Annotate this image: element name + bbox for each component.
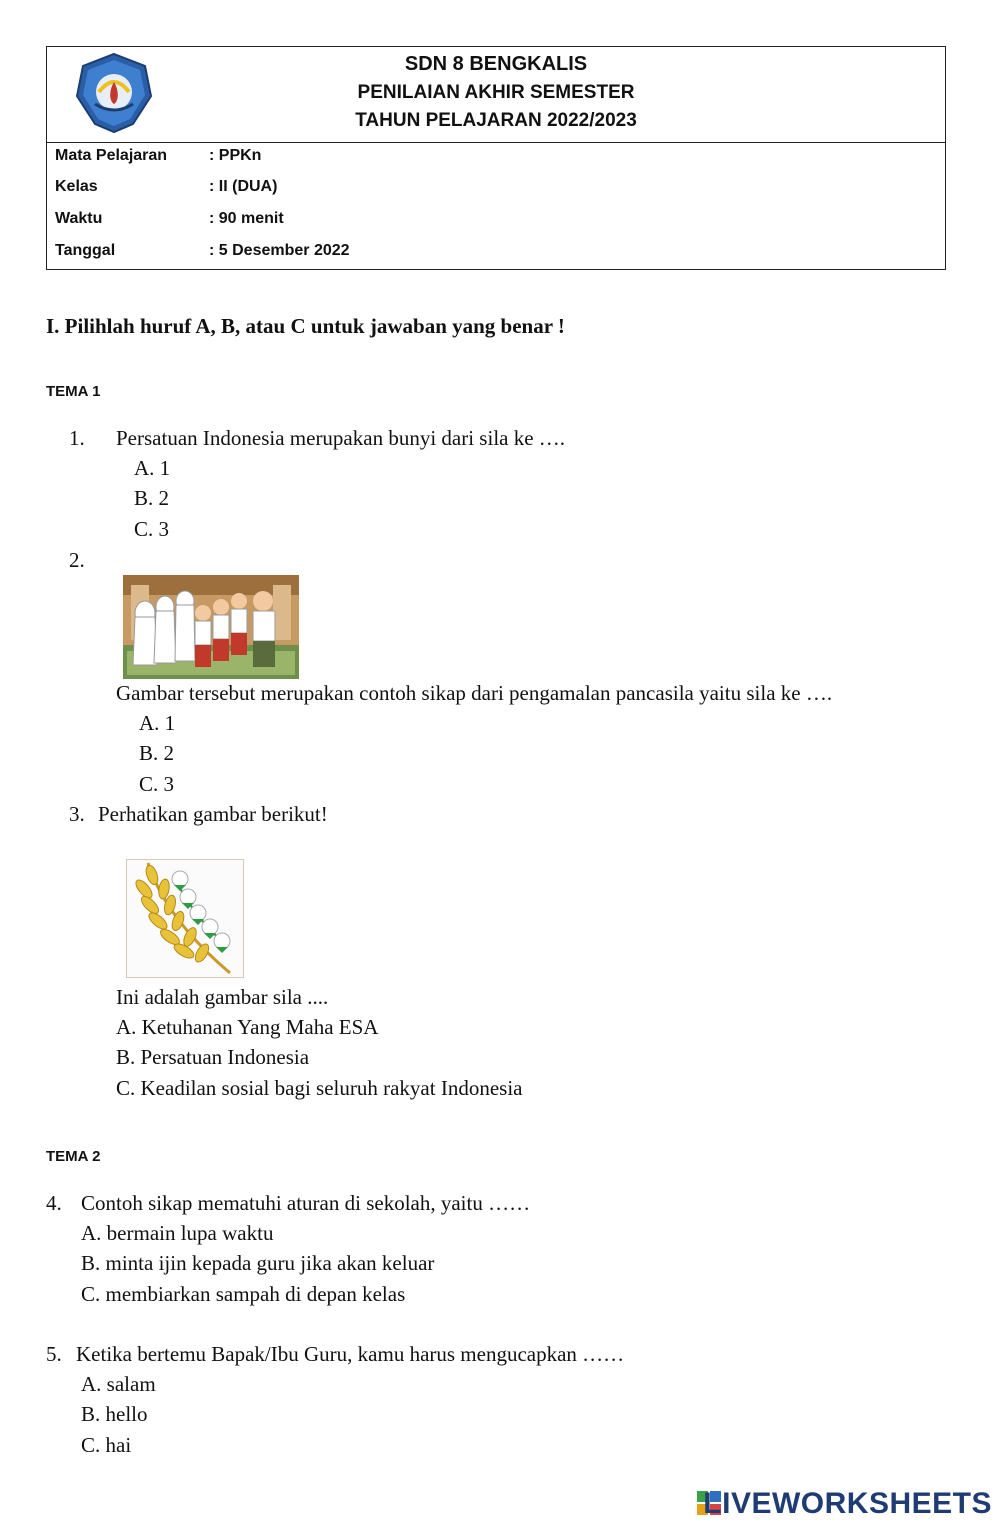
info-label-time: Waktu: [55, 210, 103, 227]
section-instruction: I. Pilihlah huruf A, B, atau C untuk jawaban yang benar !: [46, 314, 565, 338]
exam-title: PENILAIAN AKHIR SEMESTER: [357, 82, 635, 103]
question-2-option-b[interactable]: B. 2: [139, 741, 175, 765]
question-1-text: Persatuan Indonesia merupakan bunyi dari sila ke ….: [116, 426, 566, 450]
question-2-option-a[interactable]: A. 1: [139, 711, 176, 735]
question-5-option-a[interactable]: A. salam: [81, 1372, 156, 1396]
exam-header: [46, 46, 946, 270]
school-year: TAHUN PELAJARAN 2022/2023: [355, 110, 637, 131]
info-label-subject: Mata Pelajaran: [55, 147, 168, 164]
question-1-option-c[interactable]: C. 3: [134, 517, 170, 541]
info-label-class: Kelas: [55, 178, 98, 195]
question-1-option-b[interactable]: B. 2: [134, 486, 170, 510]
question-5-option-b[interactable]: B. hello: [81, 1402, 148, 1426]
question-3-text: Perhatikan gambar berikut!: [98, 802, 328, 826]
praying-students-image: [123, 575, 299, 679]
question-1-number: 1.: [69, 426, 85, 450]
info-value-subject: : PPKn: [209, 147, 262, 164]
question-3-option-a[interactable]: A. Ketuhanan Yang Maha ESA: [116, 1015, 379, 1039]
question-2-number: 2.: [69, 548, 85, 572]
info-label-date: Tanggal: [55, 242, 116, 259]
question-3-subtext: Ini adalah gambar sila ....: [116, 985, 329, 1009]
question-4-text: Contoh sikap mematuhi aturan di sekolah, yaitu ……: [81, 1191, 531, 1215]
question-5-option-c[interactable]: C. hai: [81, 1433, 132, 1457]
liveworksheets-watermark: LIVEWORKSHEETS: [703, 1487, 992, 1520]
info-value-time: : 90 menit: [209, 210, 284, 227]
question-5-number: 5.: [46, 1342, 62, 1366]
tema-1-heading: TEMA 1: [46, 383, 101, 400]
rice-cotton-symbol-image: [126, 859, 244, 978]
question-5-text: Ketika bertemu Bapak/Ibu Guru, kamu harus mengucapkan ……: [76, 1342, 625, 1366]
question-3-option-b[interactable]: B. Persatuan Indonesia: [116, 1045, 310, 1069]
question-3-option-c[interactable]: C. Keadilan sosial bagi seluruh rakyat Indonesia: [116, 1076, 523, 1100]
header-divider: [47, 142, 945, 143]
question-4-number: 4.: [46, 1191, 62, 1215]
question-1-option-a[interactable]: A. 1: [134, 456, 171, 480]
question-4-option-b[interactable]: B. minta ijin kepada guru jika akan keluar: [81, 1251, 435, 1275]
question-4-option-c[interactable]: C. membiarkan sampah di depan kelas: [81, 1282, 406, 1306]
question-3-number: 3.: [69, 802, 85, 826]
info-value-class: : II (DUA): [209, 178, 278, 195]
tema-2-heading: TEMA 2: [46, 1148, 101, 1165]
question-4-option-a[interactable]: A. bermain lupa waktu: [81, 1221, 274, 1245]
question-2-text: Gambar tersebut merupakan contoh sikap dari pengamalan pancasila yaitu sila ke ….: [116, 681, 833, 705]
info-value-date: : 5 Desember 2022: [209, 242, 350, 259]
question-2-option-c[interactable]: C. 3: [139, 772, 175, 796]
school-name: SDN 8 BENGKALIS: [404, 53, 588, 75]
